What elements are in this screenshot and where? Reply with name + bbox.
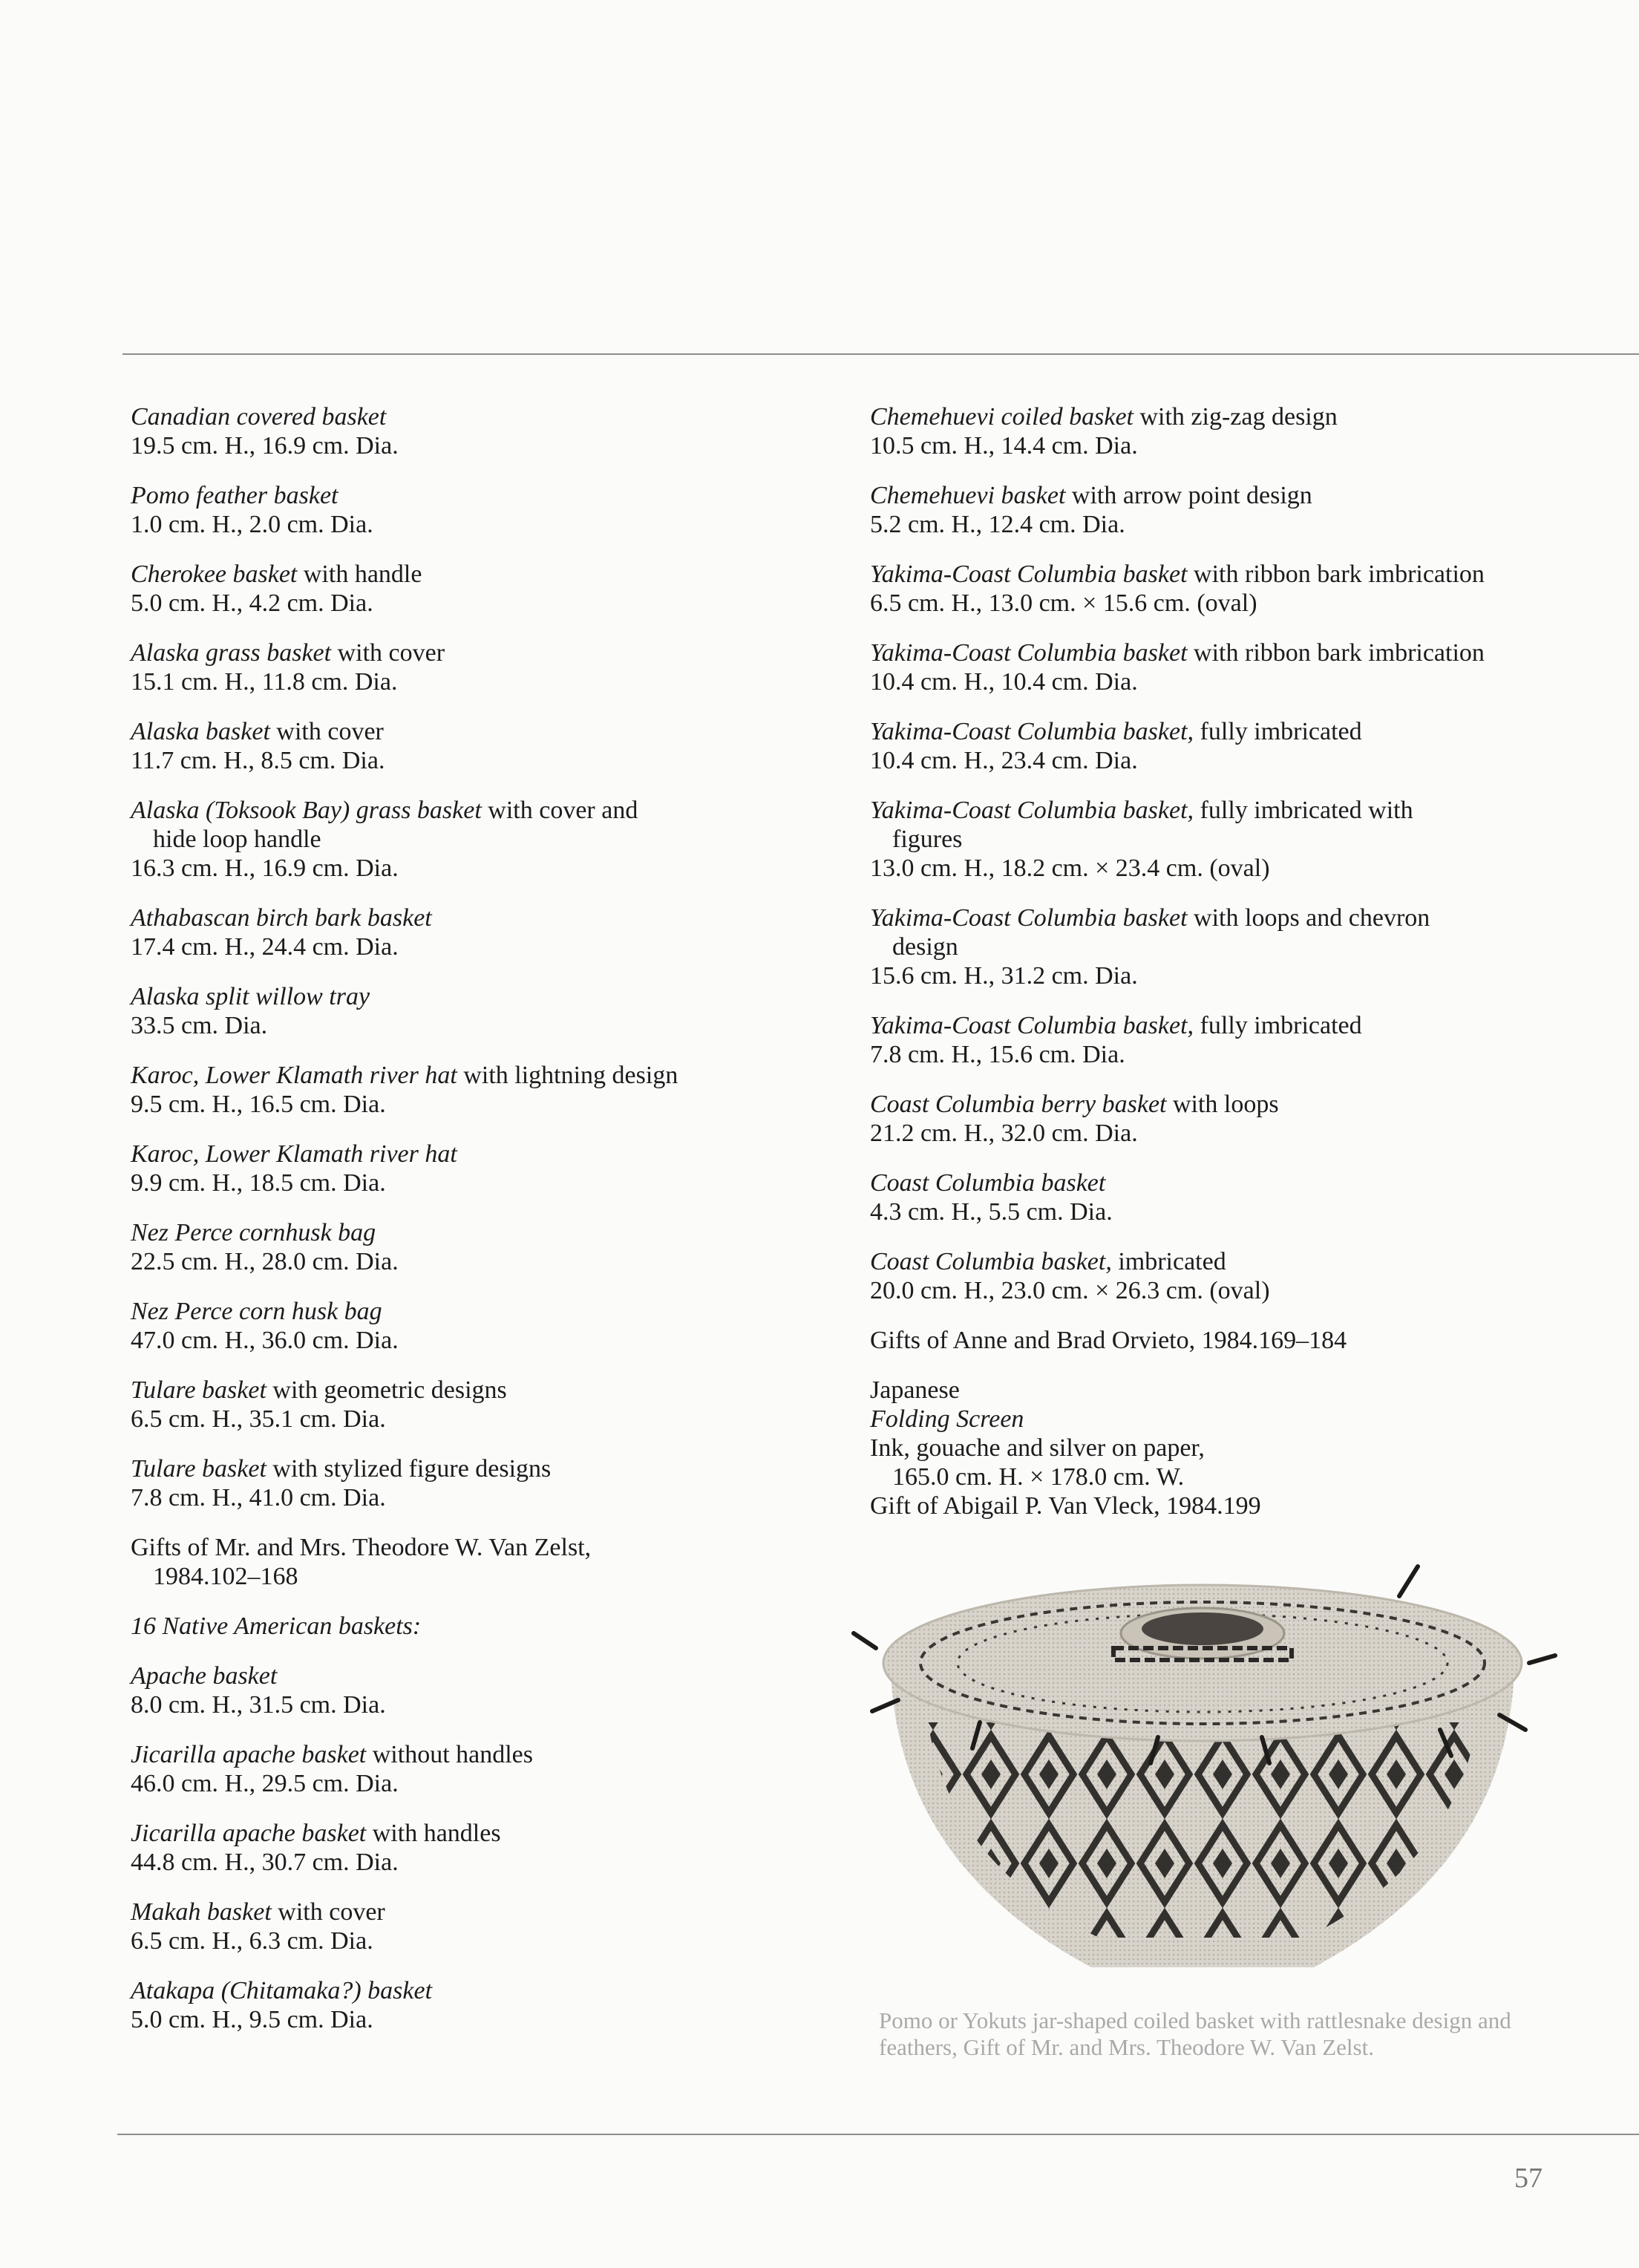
object-dimensions: 44.8 cm. H., 30.7 cm. Dia. [131, 1849, 399, 1876]
object-dimensions: 4.3 cm. H., 5.5 cm. Dia. [870, 1198, 1113, 1226]
object-name: Pomo feather basket [131, 482, 338, 509]
native-heading: 16 Native American baskets: [131, 1612, 422, 1640]
catalog-entry [870, 638, 1612, 696]
left-entries-b [131, 1661, 784, 2034]
object-description: fully imbricated with [1194, 797, 1413, 824]
object-dimensions: 5.2 cm. H., 12.4 cm. Dia. [870, 511, 1125, 538]
catalog-entry [131, 1661, 784, 1719]
catalog-entry [870, 1169, 1612, 1226]
object-name: Jicarilla apache basket [131, 1820, 367, 1847]
object-name: Coast Columbia berry basket [870, 1091, 1167, 1118]
object-description: with stylized figure designs [266, 1455, 552, 1483]
object-name: Yakima-Coast Columbia basket, [870, 797, 1194, 824]
object-name: Yakima-Coast Columbia basket [870, 561, 1188, 588]
catalog-entry [131, 1898, 784, 1955]
page-number: 57 [1514, 2163, 1543, 2194]
object-dimensions: 10.5 cm. H., 14.4 cm. Dia. [870, 432, 1138, 460]
object-dimensions: 16.3 cm. H., 16.9 cm. Dia. [131, 854, 399, 882]
object-dimensions: 15.6 cm. H., 31.2 cm. Dia. [870, 962, 1138, 990]
origin: Japanese [870, 1376, 960, 1404]
catalog-entry [870, 402, 1612, 460]
basket-photo [846, 1552, 1559, 1997]
object-name: Apache basket [131, 1662, 278, 1690]
object-description: with cover [269, 718, 384, 745]
object-name: Coast Columbia basket [870, 1169, 1106, 1197]
catalog-entry [870, 560, 1612, 618]
object-dimensions: 20.0 cm. H., 23.0 cm. × 26.3 cm. (oval) [870, 1277, 1270, 1304]
object-name: Karoc, Lower Klamath river hat [131, 1062, 457, 1089]
object-description: with loops [1166, 1091, 1279, 1118]
object-name: Yakima-Coast Columbia basket [870, 904, 1188, 932]
catalog-entry [870, 717, 1612, 775]
description-continued: figures [892, 826, 963, 853]
catalog-entry [131, 1819, 784, 1877]
right-column [870, 402, 1612, 1541]
catalog-entry [131, 402, 784, 460]
object-dimensions: 1.0 cm. H., 2.0 cm. Dia. [131, 511, 373, 538]
object-dimensions: 46.0 cm. H., 29.5 cm. Dia. [131, 1770, 399, 1797]
catalog-entry [131, 1140, 784, 1197]
object-dimensions: 8.0 cm. H., 31.5 cm. Dia. [131, 1691, 386, 1719]
object-name: Yakima-Coast Columbia basket [870, 639, 1188, 667]
object-dimensions: 15.1 cm. H., 11.8 cm. Dia. [131, 668, 398, 696]
object-dimensions: 5.0 cm. H., 4.2 cm. Dia. [131, 589, 373, 617]
object-dimensions: 9.5 cm. H., 16.5 cm. Dia. [131, 1091, 386, 1118]
object-description: with cover and [481, 797, 638, 824]
catalog-entry [131, 1976, 784, 2034]
object-name: Jicarilla apache basket [131, 1741, 367, 1768]
object-name: Athabascan birch bark basket [131, 904, 432, 932]
object-dimensions: 21.2 cm. H., 32.0 cm. Dia. [870, 1120, 1138, 1147]
catalog-entry [131, 638, 784, 696]
object-name: Tulare basket [131, 1455, 266, 1483]
object-name: Alaska split willow tray [131, 983, 370, 1010]
object-name: Alaska grass basket [131, 639, 332, 667]
top-rule [122, 353, 1639, 355]
object-description: fully imbricated [1194, 1012, 1362, 1039]
object-dimensions: 9.9 cm. H., 18.5 cm. Dia. [131, 1169, 386, 1197]
object-dimensions: 47.0 cm. H., 36.0 cm. Dia. [131, 1327, 399, 1354]
object-description: with geometric designs [266, 1376, 507, 1404]
catalog-entry [870, 1011, 1612, 1069]
object-description: with arrow point design [1065, 482, 1312, 509]
object-dimensions: 6.5 cm. H., 6.3 cm. Dia. [131, 1927, 373, 1955]
object-dimensions: 7.8 cm. H., 15.6 cm. Dia. [870, 1041, 1125, 1068]
object-description: with ribbon bark imbrication [1187, 561, 1485, 588]
object-description: with loops and chevron [1187, 904, 1430, 932]
catalog-entry [131, 1740, 784, 1798]
catalog-entry [131, 1061, 784, 1119]
gift-credit-orvieto: Gifts of Anne and Brad Orvieto, 1984.169–184 [870, 1327, 1347, 1354]
japanese-screen-entry [870, 1376, 1612, 1520]
dimensions: 165.0 cm. H. × 178.0 cm. W. [892, 1463, 1185, 1491]
object-description: without handles [366, 1741, 534, 1768]
object-name: Chemehuevi basket [870, 482, 1066, 509]
object-name: Nez Perce corn husk bag [131, 1298, 382, 1325]
left-column [131, 402, 784, 2055]
object-dimensions: 33.5 cm. Dia. [131, 1012, 268, 1039]
catalog-entry [131, 717, 784, 775]
credit-line: Gift of Abigail P. Van Vleck, 1984.199 [870, 1492, 1261, 1520]
catalog-entry [131, 1297, 784, 1355]
gift-accession: 1984.102–168 [153, 1563, 298, 1590]
object-name: Canadian covered basket [131, 403, 387, 431]
object-description: with cover [331, 639, 445, 667]
catalog-entry [131, 1376, 784, 1434]
object-dimensions: 13.0 cm. H., 18.2 cm. × 23.4 cm. (oval) [870, 854, 1270, 882]
object-dimensions: 11.7 cm. H., 8.5 cm. Dia. [131, 747, 385, 774]
object-name: Nez Perce cornhusk bag [131, 1219, 376, 1246]
object-name: Chemehuevi coiled basket [870, 403, 1133, 431]
object-name: Coast Columbia basket, [870, 1248, 1112, 1275]
catalog-entry [131, 1454, 784, 1512]
object-name: Alaska basket [131, 718, 270, 745]
catalog-entry [131, 982, 784, 1040]
object-dimensions: 19.5 cm. H., 16.9 cm. Dia. [131, 432, 399, 460]
object-name: Atakapa (Chitamaka?) basket [131, 1977, 433, 2004]
description-continued: design [892, 933, 958, 961]
catalog-entry [131, 481, 784, 539]
catalog-entry [131, 560, 784, 618]
object-name: Yakima-Coast Columbia basket, [870, 718, 1194, 745]
object-dimensions: 10.4 cm. H., 10.4 cm. Dia. [870, 668, 1138, 696]
gift-credit-vanzelst [131, 1533, 784, 1591]
catalog-entry [131, 1218, 784, 1276]
object-dimensions: 5.0 cm. H., 9.5 cm. Dia. [131, 2006, 373, 2033]
artwork-title: Folding Screen [870, 1405, 1024, 1433]
catalog-entry [131, 796, 784, 883]
catalog-entry [870, 481, 1612, 539]
object-dimensions: 7.8 cm. H., 41.0 cm. Dia. [131, 1484, 386, 1512]
object-dimensions: 17.4 cm. H., 24.4 cm. Dia. [131, 933, 399, 961]
object-dimensions: 6.5 cm. H., 35.1 cm. Dia. [131, 1405, 386, 1433]
object-dimensions: 10.4 cm. H., 23.4 cm. Dia. [870, 747, 1138, 774]
object-dimensions: 22.5 cm. H., 28.0 cm. Dia. [131, 1248, 399, 1275]
object-description: fully imbricated [1194, 718, 1362, 745]
object-description: with handle [297, 561, 422, 588]
object-description: with lightning design [457, 1062, 678, 1089]
object-name: Makah basket [131, 1898, 272, 1926]
right-entries [870, 402, 1612, 1305]
object-name: Alaska (Toksook Bay) grass basket [131, 797, 482, 824]
catalog-entry [870, 1247, 1612, 1305]
object-dimensions: 6.5 cm. H., 13.0 cm. × 15.6 cm. (oval) [870, 589, 1257, 617]
description-continued: hide loop handle [153, 826, 321, 853]
object-description: with zig-zag design [1133, 403, 1338, 431]
medium: Ink, gouache and silver on paper, [870, 1434, 1205, 1462]
bottom-rule [117, 2134, 1639, 2135]
object-name: Yakima-Coast Columbia basket, [870, 1012, 1194, 1039]
object-name: Tulare basket [131, 1376, 266, 1404]
object-name: Karoc, Lower Klamath river hat [131, 1140, 457, 1168]
catalog-entry [870, 796, 1612, 883]
catalog-entry [870, 1090, 1612, 1148]
catalog-entry [131, 903, 784, 961]
catalog-entry [870, 903, 1612, 990]
gift-line: Gifts of Mr. and Mrs. Theodore W. Van Zelst, [131, 1534, 592, 1561]
object-description: imbricated [1111, 1248, 1226, 1275]
object-description: with cover [271, 1898, 385, 1926]
object-description: with ribbon bark imbrication [1187, 639, 1485, 667]
photo-caption: Pomo or Yokuts jar-shaped coiled basket with rattlesnake design and feathers, Gift of Mr. and Mrs. Theodore W. Van Zelst. [879, 2007, 1511, 2060]
left-entries-a [131, 402, 784, 1512]
object-name: Cherokee basket [131, 561, 298, 588]
object-description: with handles [366, 1820, 501, 1847]
